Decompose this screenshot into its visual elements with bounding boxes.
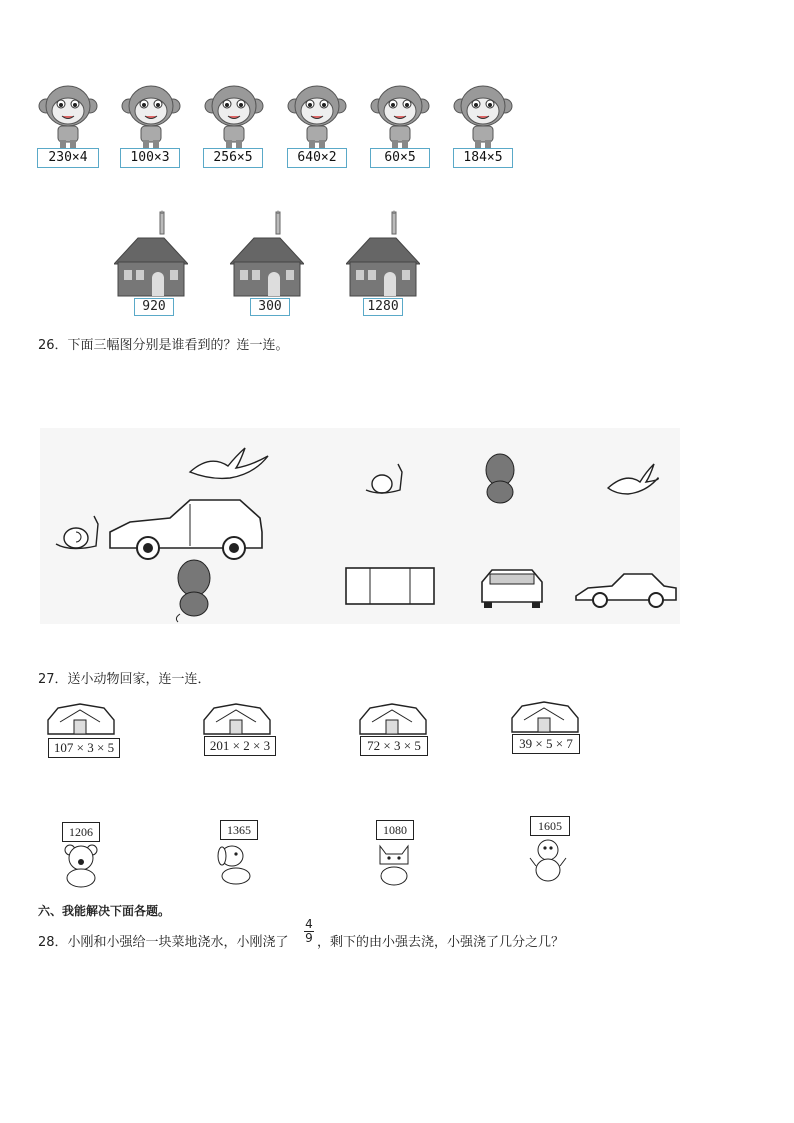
animal-number-box[interactable]: 1605 (530, 816, 570, 836)
bird-icon (528, 838, 568, 886)
bear-icon (62, 844, 100, 888)
animal-number-box[interactable]: 1080 (376, 820, 414, 840)
monkey-expression-box[interactable]: 640×2 (287, 148, 347, 168)
fraction-denominator: 9 (305, 931, 313, 945)
monkey-icon (38, 84, 98, 150)
car-top-view-icon (346, 568, 434, 604)
question-28-part2: ，剩下的由小强去浇，小强浇了几分之几？ (317, 935, 565, 950)
animal-number-box[interactable]: 1206 (62, 822, 100, 842)
monkey-icon (370, 84, 430, 150)
monkey-icon (453, 84, 513, 150)
question-28-part1: 28．小刚和小强给一块菜地浇水，小刚浇了 (38, 935, 289, 950)
section-title: 六、我能解决下面各题。 (38, 904, 171, 918)
monkey-icon (121, 84, 181, 150)
house-expression-box[interactable]: 107 × 3 × 5 (48, 738, 120, 758)
monkey-expression-box[interactable]: 60×5 (370, 148, 430, 168)
house-icon (230, 210, 304, 298)
monkey-icon (287, 84, 347, 150)
house-value-box[interactable]: 1280 (363, 298, 403, 316)
q26-scene (40, 428, 680, 624)
question-26-text: 26．下面三幅图分别是谁看到的？连一连。 (38, 338, 289, 353)
house-icon (202, 702, 272, 736)
monkey-expression-box[interactable]: 230×4 (37, 148, 99, 168)
house-icon (46, 702, 116, 736)
monkey-icon (204, 84, 264, 150)
monkey-back-icon (486, 454, 514, 503)
car-front-view-icon (482, 570, 542, 608)
house-value-box[interactable]: 300 (250, 298, 290, 316)
house-icon (358, 702, 428, 736)
animal-number-box[interactable]: 1365 (220, 820, 258, 840)
question-27-text: 27．送小动物回家，连一连． (38, 672, 211, 687)
question-28-text (38, 931, 289, 950)
house-icon (510, 700, 580, 734)
monkey-expression-box[interactable]: 256×5 (203, 148, 263, 168)
house-value-box[interactable]: 920 (134, 298, 174, 316)
house-icon (346, 210, 420, 298)
monkey-expression-box[interactable]: 184×5 (453, 148, 513, 168)
fraction-numerator: 4 (305, 917, 313, 931)
house-expression-box[interactable]: 72 × 3 × 5 (360, 736, 428, 756)
house-expression-box[interactable]: 39 × 5 × 7 (512, 734, 580, 754)
monkey-expression-box[interactable]: 100×3 (120, 148, 180, 168)
house-expression-box[interactable]: 201 × 2 × 3 (204, 736, 276, 756)
fraction (304, 918, 314, 945)
dog-icon (214, 842, 254, 886)
cat-icon (374, 842, 414, 886)
house-icon (114, 210, 188, 298)
